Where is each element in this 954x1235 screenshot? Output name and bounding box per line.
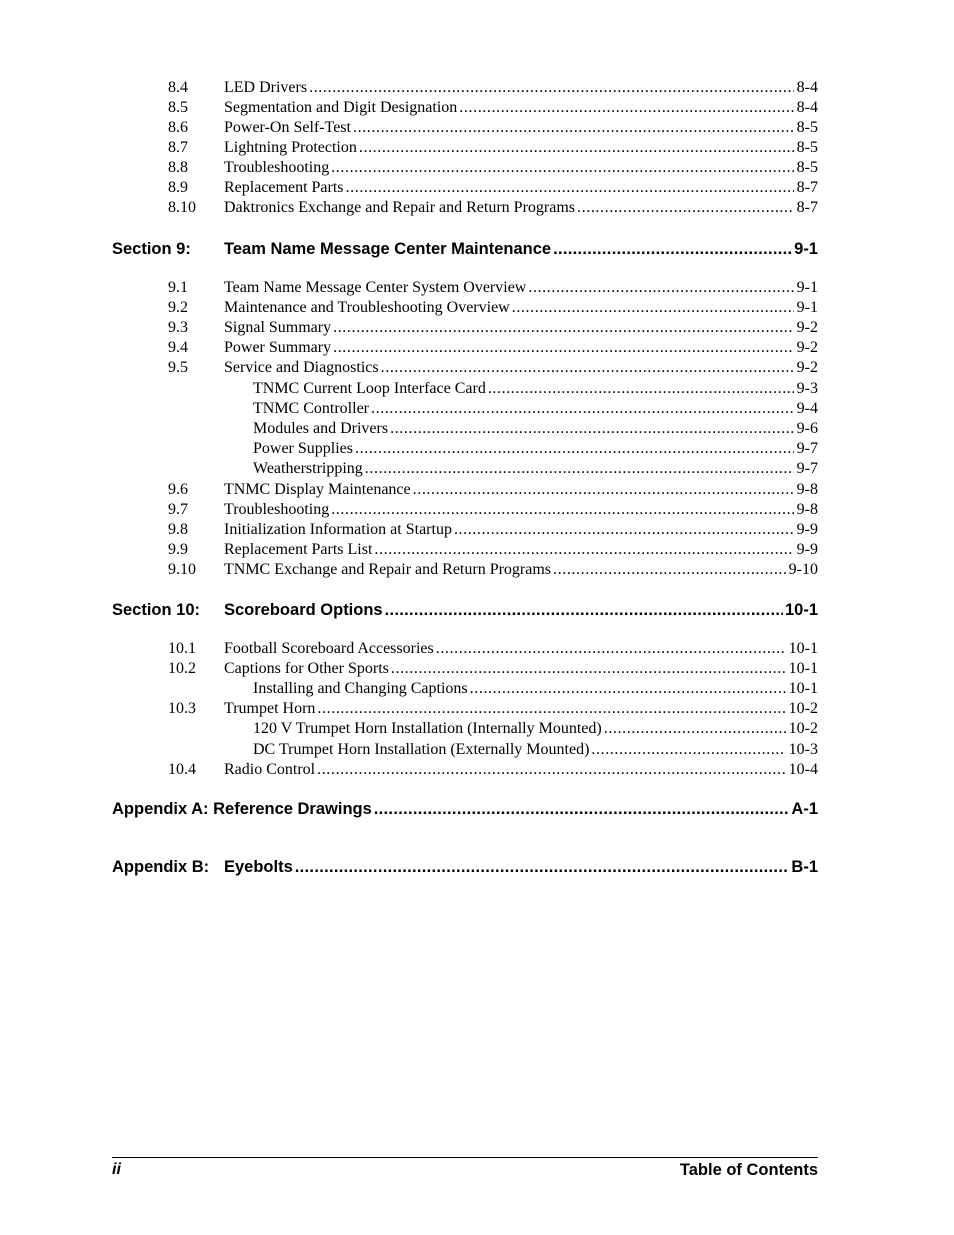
toc-entry-page: 9-2 [796, 359, 818, 376]
toc-entry-title: Troubleshooting [224, 159, 330, 176]
toc-subentry[interactable] [0, 740, 954, 760]
section-label: Section 9: [112, 240, 191, 258]
toc-entry-page: 9-7 [796, 460, 818, 477]
toc-entry[interactable] [0, 78, 954, 98]
section-label: Appendix B: [112, 858, 210, 876]
dot-leader [413, 480, 794, 500]
toc-entry-number: 8.10 [168, 199, 196, 216]
toc-entry-number: 9.3 [168, 319, 188, 336]
toc-entry-number: 8.5 [168, 99, 188, 116]
footer-page-number: ii [112, 1161, 121, 1178]
toc-entry-number: 9.10 [168, 561, 196, 578]
dot-leader [604, 719, 786, 739]
toc-entry-title: Service and Diagnostics [224, 359, 379, 376]
toc-entry[interactable] [0, 158, 954, 178]
dot-leader [317, 699, 785, 719]
section-page: A-1 [791, 800, 818, 818]
dot-leader [488, 379, 794, 399]
toc-entry-page: 9-6 [796, 420, 818, 437]
toc-entry[interactable] [0, 338, 954, 358]
section-title: Eyebolts [224, 858, 293, 876]
toc-entry[interactable] [0, 520, 954, 540]
toc-entry-title: Captions for Other Sports [224, 660, 389, 677]
dot-leader [295, 856, 790, 878]
toc-entry-page: 9-1 [796, 279, 818, 296]
toc-entry[interactable] [0, 98, 954, 118]
toc-subentry[interactable] [0, 439, 954, 459]
toc-entry[interactable] [0, 500, 954, 520]
toc-entry-title: TNMC Current Loop Interface Card [253, 380, 486, 397]
toc-entry-page: 9-9 [796, 541, 818, 558]
toc-entry-title: 120 V Trumpet Horn Installation (Internally Mounted) [253, 720, 602, 737]
toc-entry-title: TNMC Controller [253, 400, 369, 417]
toc-entry[interactable] [0, 178, 954, 198]
toc-section-heading[interactable] [0, 238, 954, 260]
section-title: Scoreboard Options [224, 601, 383, 619]
toc-entry-number: 8.7 [168, 139, 188, 156]
dot-leader [353, 118, 794, 138]
dot-leader [436, 639, 786, 659]
dot-leader [333, 318, 794, 338]
toc-entry-title: Football Scoreboard Accessories [224, 640, 434, 657]
section-title: Team Name Message Center Maintenance [224, 240, 552, 258]
toc-entry-page: 9-9 [796, 521, 818, 538]
toc-appendix-b[interactable] [0, 856, 954, 878]
toc-entry[interactable] [0, 659, 954, 679]
toc-entry-page: 9-4 [796, 400, 818, 417]
toc-subentry[interactable] [0, 399, 954, 419]
toc-entry-title: TNMC Exchange and Repair and Return Programs [224, 561, 552, 578]
section-label: Section 10: [112, 601, 201, 619]
toc-entry-number: 9.2 [168, 299, 188, 316]
dot-leader [385, 599, 783, 621]
toc-entry-title: Radio Control [224, 761, 316, 778]
toc-entry[interactable] [0, 138, 954, 158]
toc-entry[interactable] [0, 118, 954, 138]
toc-entry-page: 10-2 [788, 720, 818, 737]
toc-entry-page: 9-10 [788, 561, 818, 578]
dot-leader [528, 278, 793, 298]
toc-entry-title: Initialization Information at Startup [224, 521, 452, 538]
toc-entry-page: 10-3 [788, 741, 818, 758]
toc-entry-title: Daktronics Exchange and Repair and Return Programs [224, 199, 576, 216]
toc-entry-number: 8.9 [168, 179, 188, 196]
toc-entry-page: 9-1 [796, 299, 818, 316]
toc-entry-page: 10-4 [788, 761, 818, 778]
toc-entry-page: 8-7 [796, 199, 818, 216]
toc-subentry[interactable] [0, 419, 954, 439]
dot-leader [459, 98, 793, 118]
toc-entry-title: Troubleshooting [224, 501, 330, 518]
dot-leader [553, 238, 792, 260]
toc-entry-number: 10.2 [168, 660, 196, 677]
toc-section-heading[interactable] [0, 599, 954, 621]
toc-entry-title: Team Name Message Center System Overview [224, 279, 527, 296]
toc-entry[interactable] [0, 540, 954, 560]
toc-appendix-a[interactable] [0, 798, 954, 820]
dot-leader [470, 679, 786, 699]
toc-entry[interactable] [0, 298, 954, 318]
dot-leader [371, 399, 794, 419]
toc-entry-page: 9-2 [796, 339, 818, 356]
dot-leader [355, 439, 794, 459]
toc-entry-title: Power Summary [224, 339, 332, 356]
toc-entry[interactable] [0, 560, 954, 580]
toc-entry-page: 10-1 [788, 660, 818, 677]
dot-leader [331, 500, 793, 520]
toc-subentry[interactable] [0, 379, 954, 399]
toc-entry-title: Installing and Changing Captions [253, 680, 468, 697]
dot-leader [365, 459, 794, 479]
toc-entry-page: 8-5 [796, 139, 818, 156]
toc-entry-title: TNMC Display Maintenance [224, 481, 411, 498]
toc-entry-title: Lightning Protection [224, 139, 357, 156]
footer-rule [112, 1157, 818, 1158]
toc-entry-title: Segmentation and Digit Designation [224, 99, 458, 116]
toc-entry-page: 10-1 [788, 680, 818, 697]
dot-leader [512, 298, 794, 318]
dot-leader [309, 78, 794, 98]
toc-entry-title: Replacement Parts List [224, 541, 373, 558]
toc-entry-page: 8-5 [796, 119, 818, 136]
toc-entry-page: 9-8 [796, 501, 818, 518]
toc-entry-number: 9.4 [168, 339, 188, 356]
toc-subentry[interactable] [0, 459, 954, 479]
toc-entry-page: 10-1 [788, 640, 818, 657]
dot-leader [381, 358, 794, 378]
section-title: Appendix A: Reference Drawings [112, 800, 372, 818]
toc-entry-page: 8-4 [796, 79, 818, 96]
toc-entry-title: DC Trumpet Horn Installation (Externally Mounted) [253, 741, 590, 758]
toc-entry-page: 8-4 [796, 99, 818, 116]
toc-entry-title: Power-On Self-Test [224, 119, 351, 136]
toc-entry-number: 10.4 [168, 761, 196, 778]
toc-entry-number: 8.8 [168, 159, 188, 176]
toc-entry-title: LED Drivers [224, 79, 308, 96]
toc-entry-number: 9.1 [168, 279, 188, 296]
toc-entry-number: 9.5 [168, 359, 188, 376]
toc-entry[interactable] [0, 318, 954, 338]
footer-title: Table of Contents [679, 1161, 818, 1179]
dot-leader [390, 419, 794, 439]
toc-entry-page: 9-2 [796, 319, 818, 336]
dot-leader [346, 178, 794, 198]
dot-leader [391, 659, 786, 679]
toc-entry-page: 9-3 [796, 380, 818, 397]
section-page: B-1 [791, 858, 818, 876]
toc-entry[interactable] [0, 760, 954, 780]
dot-leader [331, 158, 793, 178]
toc-entry-page: 9-7 [796, 440, 818, 457]
dot-leader [359, 138, 794, 158]
toc-entry-number: 9.7 [168, 501, 188, 518]
toc-entry-number: 9.6 [168, 481, 188, 498]
toc-entry-number: 8.4 [168, 79, 188, 96]
toc-subentry[interactable] [0, 719, 954, 739]
dot-leader [553, 560, 786, 580]
toc-entry-title: Power Supplies [253, 440, 353, 457]
toc-entry-number: 9.9 [168, 541, 188, 558]
toc-entry[interactable] [0, 639, 954, 659]
toc-entry-title: Weatherstripping [253, 460, 363, 477]
dot-leader [317, 760, 786, 780]
toc-entry-page: 10-2 [788, 700, 818, 717]
toc-entry-number: 10.1 [168, 640, 196, 657]
toc-entry[interactable] [0, 480, 954, 500]
toc-entry-page: 8-5 [796, 159, 818, 176]
dot-leader [577, 198, 794, 218]
toc-entry-page: 8-7 [796, 179, 818, 196]
toc-entry[interactable] [0, 699, 954, 719]
toc-entry-number: 9.8 [168, 521, 188, 538]
dot-leader [374, 798, 790, 820]
toc-entry-title: Maintenance and Troubleshooting Overview [224, 299, 510, 316]
toc-entry-page: 9-8 [796, 481, 818, 498]
toc-entry-number: 10.3 [168, 700, 196, 717]
toc-entry-title: Trumpet Horn [224, 700, 316, 717]
section-page: 9-1 [794, 240, 818, 258]
toc-entry-title: Signal Summary [224, 319, 332, 336]
toc-subentry[interactable] [0, 679, 954, 699]
toc-entry[interactable] [0, 278, 954, 298]
dot-leader [374, 540, 793, 560]
toc-entry-title: Replacement Parts [224, 179, 344, 196]
dot-leader [333, 338, 794, 358]
dot-leader [454, 520, 794, 540]
toc-entry-number: 8.6 [168, 119, 188, 136]
toc-entry[interactable] [0, 198, 954, 218]
section-page: 10-1 [784, 601, 818, 619]
dot-leader [591, 740, 785, 760]
toc-entry-title: Modules and Drivers [253, 420, 389, 437]
toc-entry[interactable] [0, 358, 954, 378]
